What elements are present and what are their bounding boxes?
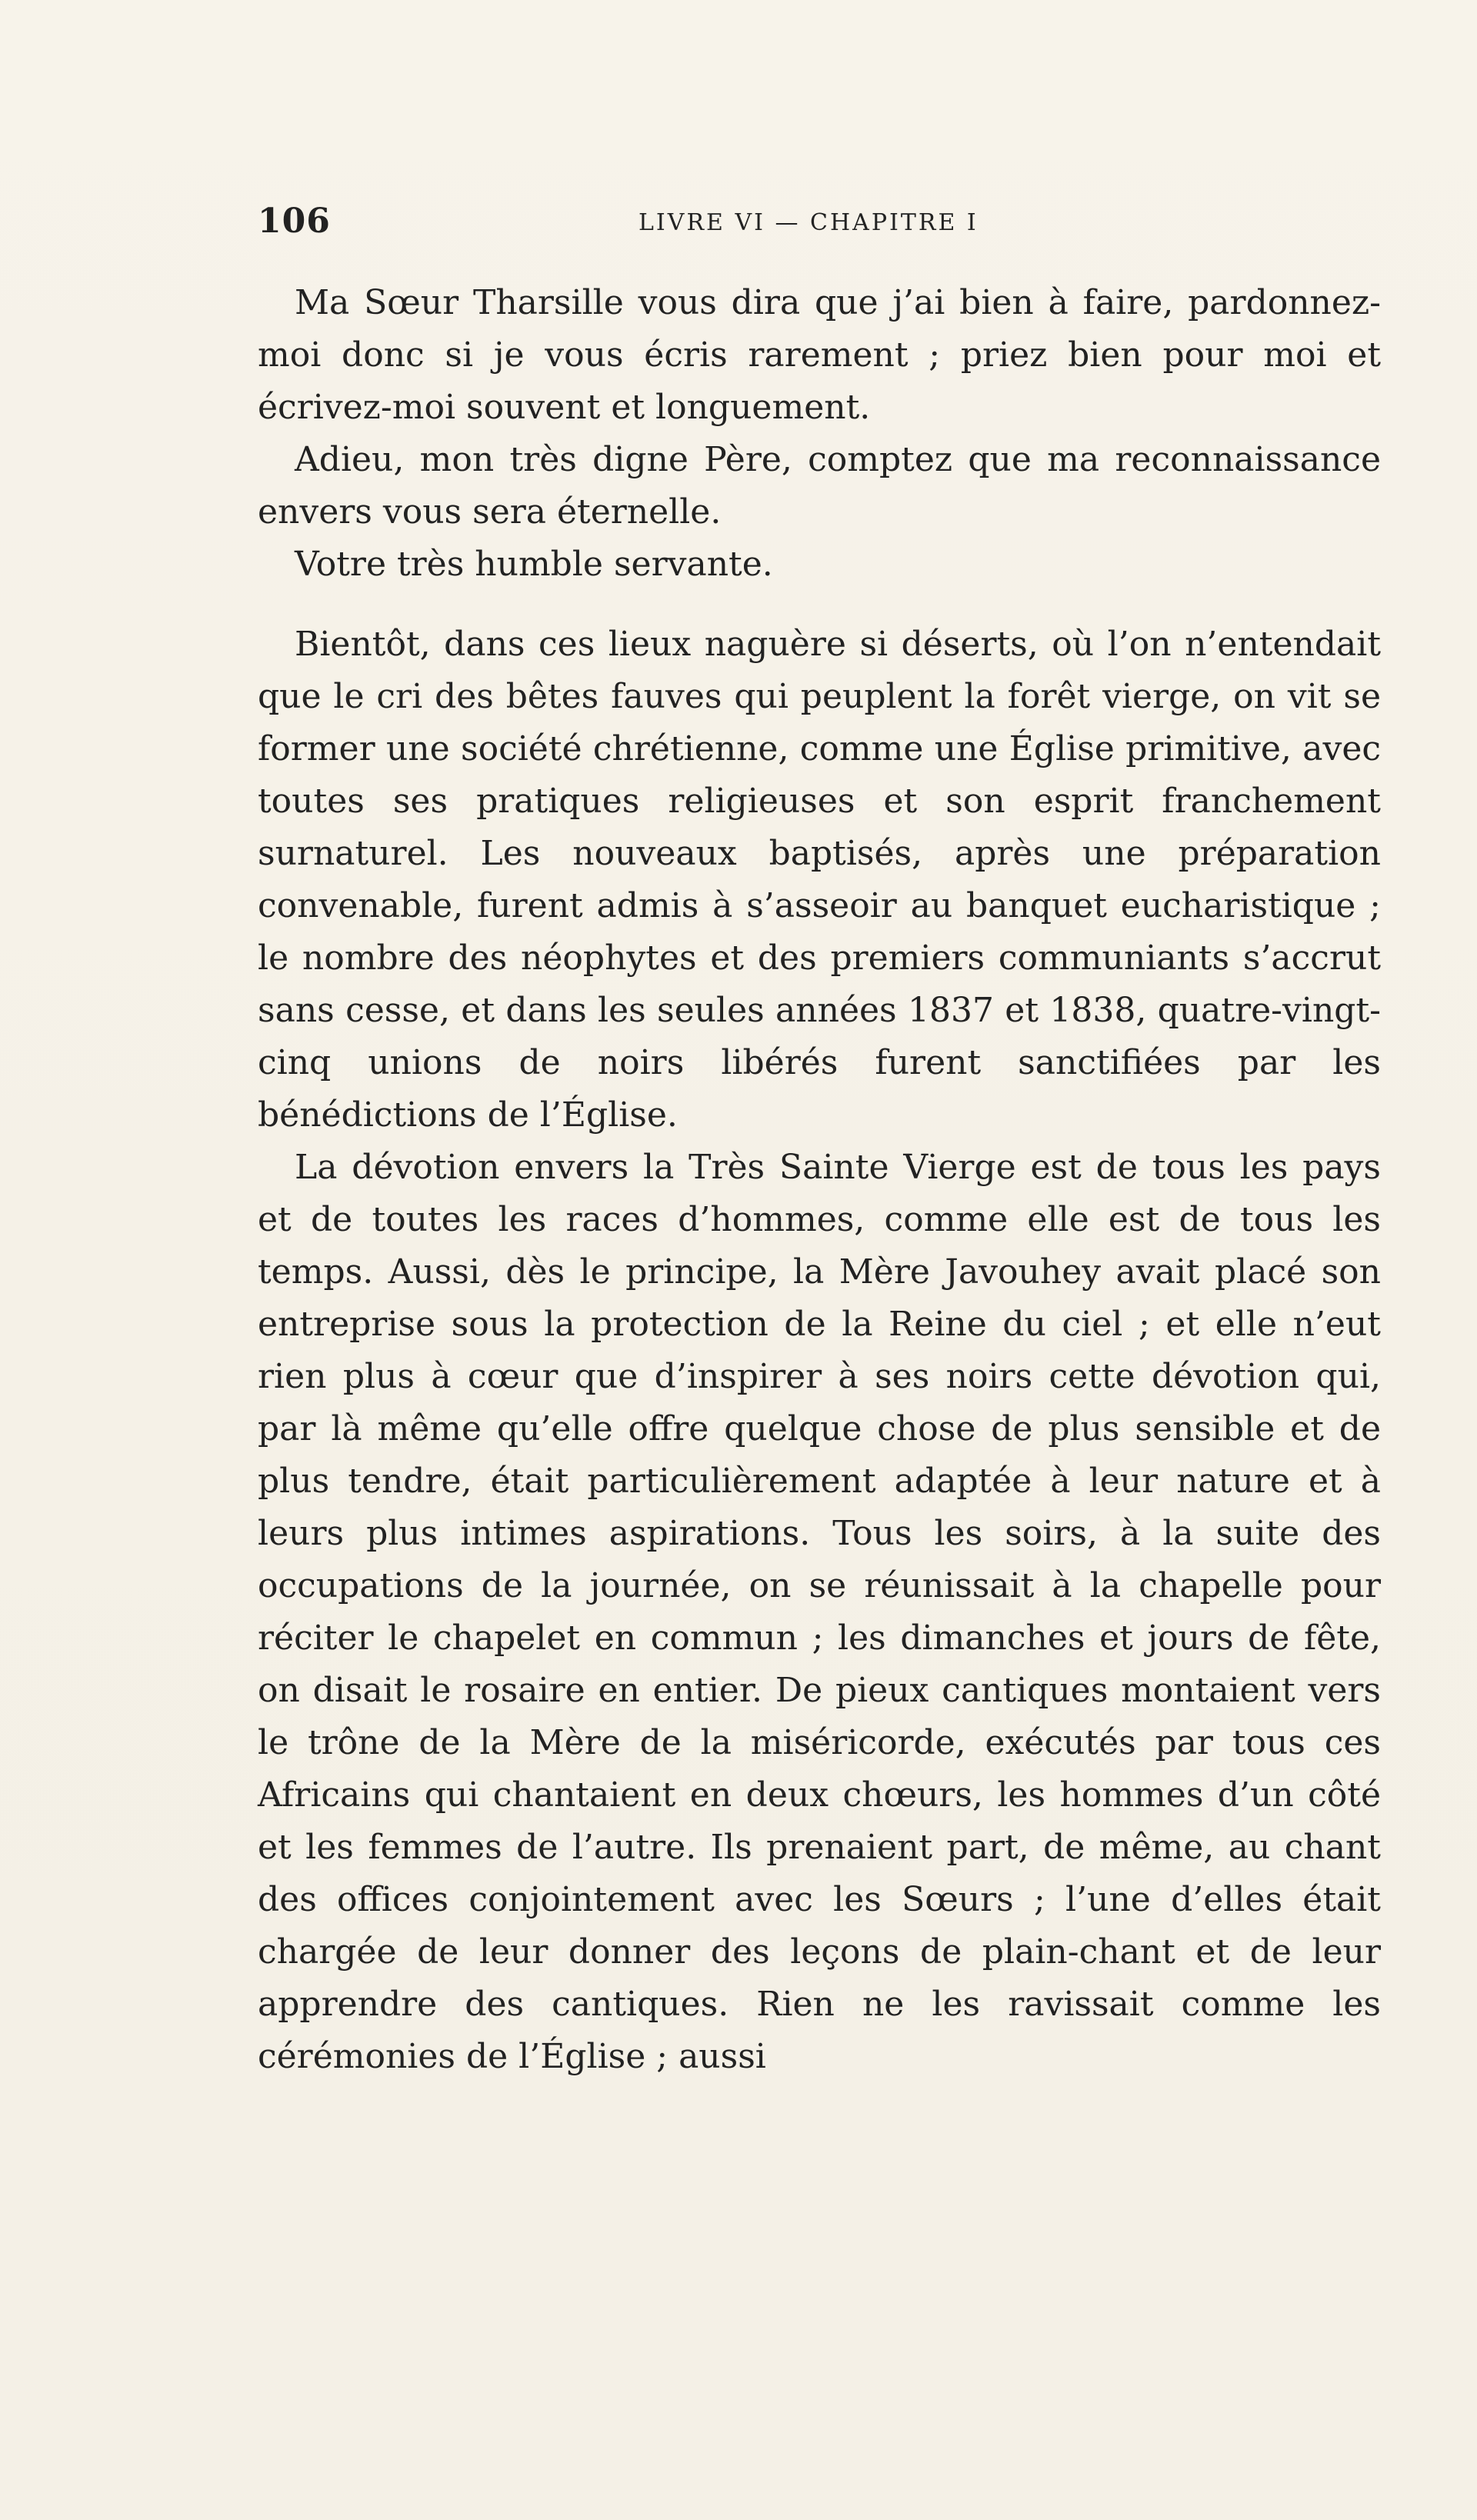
page-number: 106 — [258, 202, 331, 241]
paragraph-christian-society: Bientôt, dans ces lieux naguère si déserts, où l’on n’entendait que le cri des bêtes fauves qui peuplent la forêt vierge, on vit se former une société chrétienne, comme une Église primitive, avec toutes ses pratiques religieuses et son esprit franchement surnaturel. Les nouveaux baptisés, après une préparation convenable, furent admis à s’asseoir au banquet eucharistique ; le nombre des néophytes et des premiers communiants s’accrut sans cesse, et dans les seules années 1837 et 1838, quatre-vingt-cinq unions de noirs libérés furent sanctifiées par les bénédictions de l’Église. — [258, 625, 1381, 1135]
paragraph-gap — [258, 591, 1381, 618]
paragraph-signature: Votre très humble servante. — [295, 545, 773, 584]
paragraph-letter-closing: Ma Sœur Tharsille vous dira que j’ai bien à faire, pardonnez-moi donc si je vous écris rarement ; priez bien pour moi et écrivez-moi souvent et longuement. — [258, 283, 1381, 427]
body-text — [258, 277, 1381, 2083]
paragraph-farewell: Adieu, mon très digne Père, comptez que ma reconnaissance envers vous sera éternelle. — [258, 440, 1381, 532]
page-header — [258, 202, 1381, 248]
running-head: LIVRE VI — CHAPITRE I — [638, 209, 979, 236]
paragraph-marian-devotion: La dévotion envers la Très Sainte Vierge est de tous les pays et de toutes les races d’hommes, comme elle est de tous les temps. Aussi, dès le principe, la Mère Javouhey avait placé son entreprise sous la protection de la Reine du ciel ; et elle n’eut rien plus à cœur que d’inspirer à ses noirs cette dévotion qui, par là même qu’elle offre quelque chose de plus sensible et de plus tendre, était particulièrement adaptée à leur nature et à leurs plus intimes aspirations. Tous les soirs, à la suite des occupations de la journée, on se réunissait à la chapelle pour réciter le chapelet en commun ; les dimanches et jours de fête, on disait le rosaire en entier. De pieux cantiques montaient vers le trône de la Mère de la miséricorde, exécutés par tous ces Africains qui chantaient en deux chœurs, les hommes d’un côté et les femmes de l’autre. Ils prenaient part, de même, au chant des offices conjointement avec les Sœurs ; l’une d’elles était chargée de leur donner des leçons de plain-chant et de leur apprendre des cantiques. Rien ne les ravissait comme les cérémonies de l’Église ; aussi — [258, 1148, 1381, 2076]
